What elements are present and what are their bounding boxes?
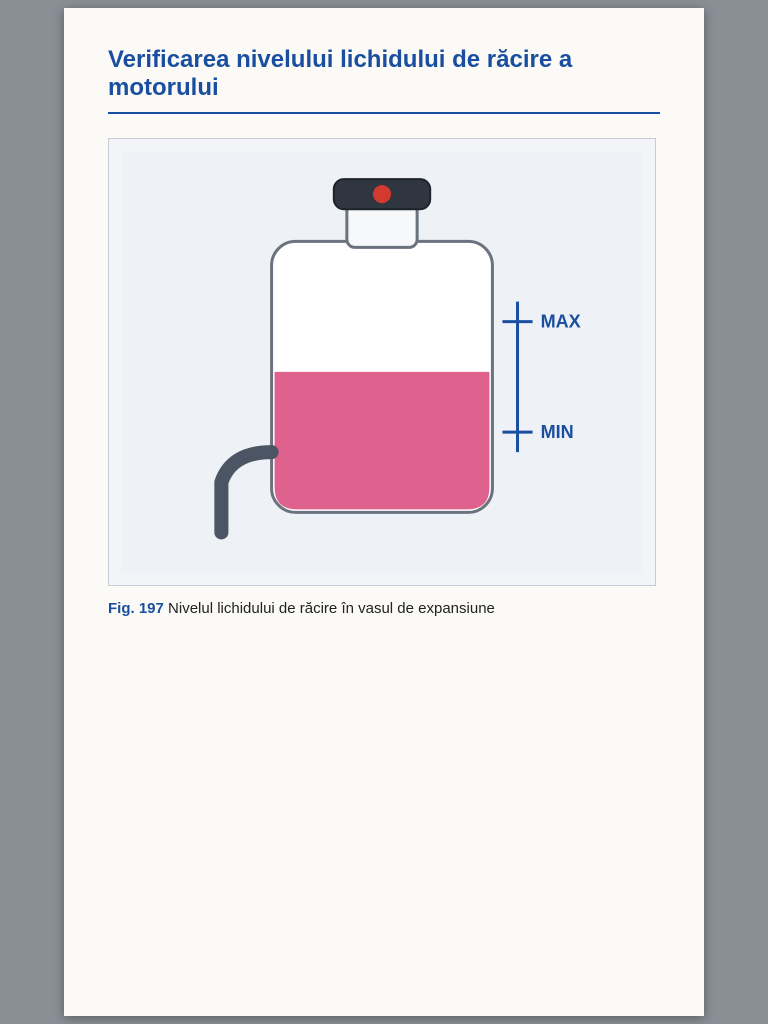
cap-warning-icon (373, 185, 391, 203)
coolant-liquid (275, 372, 490, 510)
figure-caption (108, 600, 660, 617)
max-label: MAX (540, 311, 581, 332)
expansion-tank-illustration (108, 138, 656, 586)
manual-page (64, 8, 704, 1016)
expansion-tank-icon (121, 151, 643, 573)
figure-caption-text: Nivelul lichidului de răcire în vasul de expansiune (168, 599, 495, 617)
figure-label: Fig. 197 (108, 599, 164, 617)
min-label: MIN (540, 422, 574, 443)
page-title: Verificarea nivelului lichidului de răcire a motorului (108, 46, 660, 114)
